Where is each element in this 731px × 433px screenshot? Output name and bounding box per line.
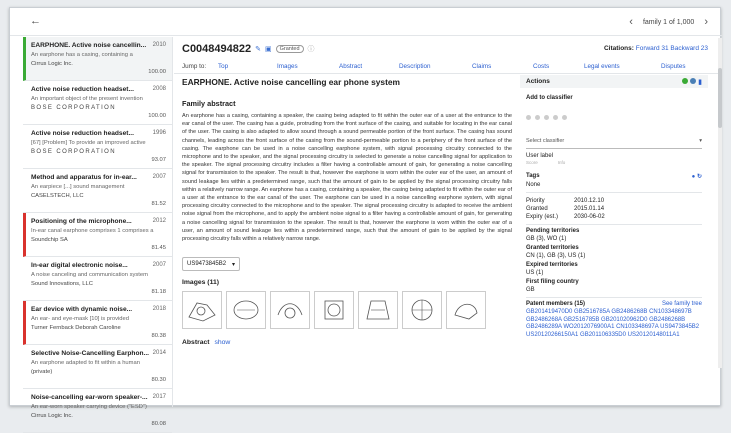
save-icon[interactable]: ▣ [265, 45, 272, 53]
patent-image-thumbnail[interactable] [402, 291, 442, 329]
pending-value: GB (3), WO (1) [526, 236, 567, 242]
expired-heading: Expired territories [526, 262, 578, 268]
patent-members-row [526, 301, 702, 307]
list-item-year: 2007 [152, 174, 166, 180]
patent-image-thumbnail[interactable] [226, 291, 266, 329]
family-abstract-text: An earphone has a casing, containing a speaker, the casing being adapted to fit within the outer ear of a user at the entrance to the ear canal of the user. The casing has a guide, protruding from the front surface of the casing, and suitable for locating in the ear canal of the user. The casing is also adapted to allow sound through a sound permeable portion of the front surface. The casing has sound channels, leading across the front surface of the casing from the sound-permeable portion to a periphery of the front surface of the casing. The earphone can be used in a noise cancelling earphone system, with signal processing circuitry connected to the microphone and to the speaker, and the signal processing circuitry is selected to generate a noise cancelling signal for application to the speaker. The signal processing circuitry includes a filter having a controllable amount of gain, for generating a noise cancelling signal for transmission to the speaker. The result is that, however the earphone is worn within the outer ear of the user, an amount of sound leakage lies within a predetermined range, such that the amount of gain to be applied by the signal processing circuitry falls within a relatively narrow range. An earphone has a casing, containing a speaker, the casing being adapted to fit within the outer ear of a user at the entrance to the ear canal of the user. The earphone can be used in a noise cancelling earphone system, with signal processing circuitry connected to the microphone and to the speaker. The signal processing circuitry is adapted to receive the ambient noise signal from the microphone, and to apply the ambient noise signal to a filter having a controllable amount of gain, for generating a noise cancelling signal for transmission to the speaker. The result is that, however the earphone is worn within the outer ear of a user, an amount of sound leakage lies within a predetermined range, such that the amount of gain to be applied by the signal processing circuitry falls within a relatively narrow range. [182, 113, 512, 243]
list-item-title: Positioning of the microphone... [31, 218, 132, 225]
list-item-snippet: An ear-worn speaker carrying device ("ESD") [31, 404, 147, 410]
tag-icons [692, 173, 702, 180]
top-bar [10, 8, 722, 36]
tab-legal-events[interactable]: Legal events [584, 63, 620, 70]
list-item-year: 2012 [152, 218, 166, 224]
list-item-title: In-ear digital electronic noise... [31, 262, 128, 269]
list-item-year: 2008 [152, 86, 166, 92]
list-item-snippet: An important object of the present invention [31, 96, 143, 102]
family-pager [629, 16, 708, 28]
list-item-score: 80.30 [151, 377, 166, 383]
list-item-score: 81.45 [151, 245, 166, 251]
expiry-value: 2030-06-02 [574, 214, 605, 220]
app-window [9, 7, 721, 427]
patent-image-thumbnail[interactable] [182, 291, 222, 329]
list-item[interactable] [23, 389, 172, 433]
patent-image-thumbnail[interactable] [446, 291, 486, 329]
list-item-year: 2018 [152, 306, 166, 312]
jump-label: Jump to: [182, 63, 207, 70]
patent-image-thumbnail[interactable] [314, 291, 354, 329]
list-item-snippet: An earphone has a casing, containing a [31, 52, 133, 58]
granted-value: 2015.01.14 [574, 206, 605, 212]
tab-top[interactable]: Top [218, 63, 229, 70]
tab-disputes[interactable]: Disputes [661, 63, 686, 70]
territories-section [526, 224, 702, 293]
rating-dot-icon[interactable] [562, 115, 567, 120]
priority-row [526, 198, 702, 204]
tab-abstract[interactable]: Abstract [339, 63, 363, 70]
info-icon[interactable]: ⓘ [307, 45, 315, 53]
faint-right-text: Info [557, 160, 566, 165]
list-item-snippet: [67] [Problem] To provide an improved active [31, 140, 146, 146]
tab-claims[interactable]: Claims [472, 63, 492, 70]
classifier-select-placeholder: Select classifier [526, 138, 565, 144]
list-item-title: Selective Noise-Cancelling Earphon... [31, 350, 149, 357]
list-item-year: 2017 [152, 394, 166, 400]
granted-row [526, 206, 702, 212]
detail-panel [174, 37, 722, 407]
list-item[interactable] [23, 257, 172, 301]
expiry-row [526, 214, 702, 220]
scrollbar[interactable] [718, 38, 722, 368]
abstract-heading-label: Abstract [182, 339, 210, 347]
family-counter: family 1 of 1,000 [642, 18, 695, 26]
see-family-tree-link[interactable]: See family tree [661, 301, 702, 307]
classifier-select[interactable] [526, 138, 702, 149]
refresh-icon[interactable]: ↻ [696, 174, 702, 180]
list-item[interactable] [23, 169, 172, 213]
faint-left-text: Score [526, 160, 538, 165]
blue-status-icon[interactable] [690, 78, 696, 84]
list-item-title: Active noise reduction headset... [31, 86, 134, 93]
list-item[interactable] [23, 345, 172, 389]
actions-panel [520, 75, 708, 407]
user-label-heading: User label [526, 153, 554, 159]
document-content [174, 75, 514, 407]
tab-description[interactable]: Description [399, 63, 431, 70]
list-item-owner: BOSE CORPORATION [31, 149, 116, 155]
scrollbar-thumb[interactable] [718, 68, 722, 128]
pending-heading: Pending territories [526, 228, 580, 234]
backward-citations-link[interactable]: Backward 23 [670, 45, 708, 52]
chevron-down-icon: ▾ [699, 138, 702, 144]
list-item-score: 93.07 [151, 157, 166, 163]
list-item-title: Noise-cancelling ear-worn speaker-... [31, 394, 148, 401]
next-arrow-icon[interactable]: › [704, 16, 708, 28]
bookmark-icon[interactable]: ▮ [698, 79, 702, 86]
list-item-score: 100.00 [148, 113, 166, 119]
granted-territories-heading: Granted territories [526, 245, 579, 251]
patent-number: C0048494822 [182, 42, 252, 55]
family-abstract-heading: Family abstract [182, 99, 236, 108]
list-item-year: 1996 [152, 130, 166, 136]
list-item[interactable] [23, 37, 172, 81]
first-filing-value: GB [526, 287, 535, 293]
expiry-label: Expiry (est.) [526, 214, 559, 220]
list-item-owner: Sound Innovations, LLC [31, 281, 93, 287]
edit-icon[interactable]: ✎ [255, 45, 261, 53]
granted-territories-value: CN (1), GB (3), US (1) [526, 253, 586, 259]
chevron-down-icon: ▾ [231, 262, 235, 269]
list-item-score: 81.52 [151, 201, 166, 207]
actions-bar [520, 75, 708, 88]
patent-members-section [526, 297, 702, 339]
detail-header [174, 37, 722, 60]
list-item-score: 80.08 [151, 421, 166, 427]
list-item-snippet: An ear- and eye-mask [10] is provided [31, 316, 129, 322]
add-tag-icon[interactable]: ● [691, 174, 696, 180]
rating-dot-icon[interactable] [526, 115, 531, 120]
list-item-title: EARPHONE. Active noise cancellin... [31, 42, 147, 49]
tab-images[interactable]: Images [277, 63, 298, 70]
expired-value: US (1) [526, 270, 544, 276]
prev-arrow-icon[interactable]: ‹ [629, 16, 633, 28]
list-item-owner: Turner Fernback Deborah Caroline [31, 325, 121, 331]
first-filing-heading: First filing country [526, 279, 579, 285]
actions-heading: Actions [526, 78, 550, 85]
add-to-classifier-label: Add to classifier [526, 95, 573, 101]
images-heading: Images (11) [182, 279, 220, 287]
list-item-owner: (private) [31, 369, 53, 375]
granted-label: Granted [526, 206, 548, 212]
list-item-owner: Soundchip SA [31, 237, 68, 243]
list-item-year: 2007 [152, 262, 166, 268]
tags-value: None [526, 182, 541, 188]
list-item-snippet: In-ear canal earphone comprises 1 comprises a [31, 228, 154, 234]
status-badge: Granted [276, 45, 304, 53]
back-arrow-icon[interactable]: ← [30, 15, 41, 27]
list-item[interactable] [23, 125, 172, 169]
publication-select[interactable] [182, 257, 240, 271]
list-item-owner: Cirrus Logic Inc. [31, 413, 73, 419]
list-item[interactable] [23, 81, 172, 125]
list-item-title: Ear device with dynamic noise... [31, 306, 133, 313]
patent-image-thumbnail[interactable] [270, 291, 310, 329]
list-item-year: 2010 [152, 42, 166, 48]
dates-section [526, 192, 702, 220]
jump-nav [174, 60, 722, 74]
tab-costs[interactable]: Costs [533, 63, 550, 70]
list-item-snippet: A noise canceling and communication system [31, 272, 148, 278]
rating-dot-icon[interactable] [535, 115, 540, 120]
image-thumbnails [182, 291, 514, 329]
rating-dot-icon[interactable] [544, 115, 549, 120]
list-item-score: 80.38 [151, 333, 166, 339]
list-item-score: 100.00 [148, 69, 166, 75]
rating-dot-icon[interactable] [553, 115, 558, 120]
patent-members-heading: Patent members (15) [526, 301, 586, 307]
list-item[interactable] [23, 301, 172, 345]
list-item-owner: CASELSTECH, LLC [31, 193, 84, 199]
tags-row [526, 173, 702, 180]
list-item-title: Method and apparatus for in-ear... [31, 174, 137, 181]
citations [604, 45, 708, 52]
priority-value: 2010.12.10 [574, 198, 605, 204]
priority-label: Priority [526, 198, 545, 204]
abstract-show-link[interactable]: show [214, 339, 231, 347]
list-item-owner: Cirrus Logic Inc. [31, 61, 73, 67]
forward-citations-link[interactable]: Forward 31 [635, 45, 669, 52]
list-item-snippet: An earphone adapted to fit within a human [31, 360, 140, 366]
list-item-score: 81.18 [151, 289, 166, 295]
result-list [23, 37, 173, 427]
document-title: EARPHONE. Active noise cancelling ear phone system [182, 77, 400, 87]
list-item-owner: BOSE CORPORATION [31, 105, 116, 111]
publication-select-value: US9473845B2 [187, 261, 227, 268]
list-item[interactable] [23, 213, 172, 257]
list-item-snippet: An earpiece [...] sound management [31, 184, 125, 190]
classifier-rating [526, 115, 702, 120]
list-item-year: 2014 [152, 350, 166, 356]
tags-heading: Tags [526, 173, 540, 179]
list-item-title: Active noise reduction headset... [31, 130, 134, 137]
action-icons [682, 78, 702, 85]
green-status-icon[interactable] [682, 78, 688, 84]
abstract-heading [182, 339, 514, 346]
citations-label: Citations: [603, 45, 634, 52]
patent-members-list[interactable]: GB201419470D0 GB2516785A GB2486268B CN103348697B GB2486268A GB2516785B GB201020962D0 GB2486268B GB2486289A WO2012076900A1 CN103348697A US9473845B2 US20120266150A1 GB201106335D0 US20120148011A1 [526, 309, 700, 338]
patent-image-thumbnail[interactable] [358, 291, 398, 329]
user-label-hints [526, 160, 702, 165]
